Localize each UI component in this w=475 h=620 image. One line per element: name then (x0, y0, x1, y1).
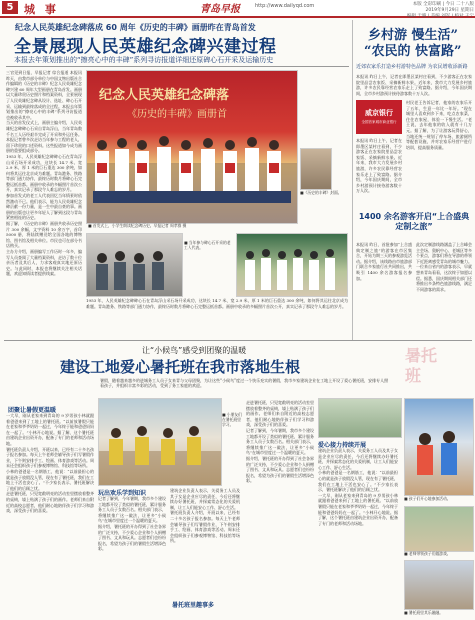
feature-photo-3 (404, 398, 474, 496)
side-column-body-left: 本报讯 昨日上午，记者在即墨区某村庄看到，不少游客正在农家院里品尝农家饭、采摘新鲜水果。近年来，我市大力发展乡村旅游，许多农民靠经营农家乐走上了致富路。据介绍，今年国庆期间，全市乡村游预计接待游客数十万人次。 (356, 138, 402, 194)
divider (4, 340, 472, 341)
photo-caption: ■ 当年参与碑心石开采的老工人代表。 (184, 240, 231, 250)
group-photo (236, 233, 348, 297)
page-number: 5 (2, 1, 18, 14)
section-heading: 团聚让暑假更温暖 (8, 407, 57, 414)
workers-photo (86, 233, 183, 297)
lead-deck: 本报去年策划推出的“擦亮心中的丰碑”系列寻访报道详细还原碑心石开采及运输历史 (14, 56, 274, 64)
lead-photo-main (86, 70, 298, 224)
side-column-3: 本报讯 昨日，首批参加“上合盛典定制之旅”的游客在市区集合，开始为期三天的参观游览活动。据介绍，该线路由市旅游部门联合多家旅行社共同推出，共吸引 1400 余名游客报名参加。 (356, 242, 412, 281)
feature-headline: 建设工地爱心暑托班在我市落地生根 (60, 358, 301, 376)
feature-photo-4 (404, 506, 474, 552)
feature-column-2: 记者了解到，今年暑期，我市多个建设工地都开设了类似的暑托班，累计服务务工人员子女数百名。相关部门表示，将继续推广这一做法，让更多“小候鸟”在城市里度过一个温暖的夏天。 据介绍，暑托班的开办得到了社会各界的广泛支持，不少爱心企业和个人捐赠了图书、文具和玩具。志愿者们也纷纷报名，希望为孩子们的暑假生活增添色彩。 (98, 496, 166, 552)
feature-deck: 暑假，随着越来越多的进城务工人员子女来青与父母团聚，为让这些“小候鸟”度过一个快乐充实的暑假，我市多家建筑企业在工地上开设了爱心暑托班，安排专人照看孩子，并组织丰富多彩的活动，受到了务工家庭的欢迎。 (100, 378, 389, 389)
decorative-watermark: 暑托 班 (405, 346, 438, 385)
side-subheadline: 1400 余名游客开启“上合盛典定制之旅” (358, 212, 470, 231)
feature-photo-2 (318, 398, 402, 438)
newspaper-logo: 青岛早报 (200, 4, 240, 15)
section-heading: 爱心接力持续开展 (318, 442, 367, 449)
website-url: http://www.dailyqd.com (255, 3, 315, 9)
photo-caption: ■《历史的丰碑》封面。 (300, 190, 342, 195)
feature-kicker: 让“小候鸟”感受到团聚的温暖 (142, 346, 247, 355)
issue-meta: 本版 全彩印刷 | 今日 二十八版 2019年9月29日 星期日 编辑 于晴 | 美编 刘军 | 校对 王宁 (406, 2, 474, 19)
lead-column-1: 三官见到日报，早报记者 综合报道 本报讯 昨天，由我市部分单位与中国文物出版社合作编辑的《历史的丰碑》纪念人民英雄纪念碑兴建 60 周年大型画册在青岛首发。画册以大量珍贵历史照片和档案资料，全景展现了人民英雄纪念碑从设计、选址、碑心石开采、运输到最终落成的全过程。本报去年策划推出的“擦亮心中的丰碑”系列寻访报道也被收录其中。 当天的首发仪式上，画册主编介绍，人民英雄纪念碑碑心石采自青岛浮山，当年青岛数千名工人历经艰辛完成了开采和外运任务。本报记者曾多次走访当年参与工程的老人，留下珍贵的口述资料。这些报道如今成为画册的重要组成部分。 1953 年，人民英雄纪念碑碑心石在青岛浮山采石场开采成功，这块长 14.7 米、宽 2.9 米、厚 1 米的巨石重达 300 余吨，如何将其运往北京成为难题。青岛港务、铁路等部门通力协作，最终历时数月将碑心石完整运抵首都。画册中收录的多幅照片首次公开，真实记录了那段令人难忘的岁月。 参加首发式的老工人代表回忆当年情景时依然激动不已。他们表示，能为人民英雄纪念碑贡献一份力量，是一生中最自豪的事。画册的出版也让更多年轻人了解到这段与青岛紧密相连的历史。 据了解，《历史的丰碑》画册共收录历史照片 300 余幅，文字资料 10 余万字，首印 5000 册，将陆续赠送给全国各地的博物馆、图书馆及相关单位。市民也可在部分书店购买。 主办方介绍，画册编写工作历时一年多，编写人员查阅了大量档案资料，走访了数十位亲历者及其后人，力求客观真实地还原历史。与此同时，本报也将继续关注相关话题，欢迎知情读者提供线索。 (6, 70, 82, 277)
feature-photo-5 (404, 560, 474, 610)
banner-text-graphic: 《历史的丰碑》画册首 (127, 109, 227, 120)
lead-kicker: 纪念人民英雄纪念碑落成 60 周年《历史的丰碑》画册昨在青岛首发 (15, 23, 256, 32)
feature-photo-1 (98, 398, 222, 486)
side-headline-1: 乡村游 慢生活” (368, 28, 459, 43)
side-column-intro: 本报讯 昨日上午，记者在即墨区某村庄看到，不少游客正在农家院里品尝农家饭、采摘新鲜水果。近年来，我市大力发展乡村旅游，许多农民靠经营农家乐走上了致富路。据介绍，今年国庆期间，全市乡村游预计接待游客数十万人次。 (356, 74, 472, 96)
section-heading: 暑托班里趣事多 (172, 602, 215, 609)
section-heading: 玩出欢乐学到知识 (98, 490, 147, 497)
ceremony-photo-illustration (87, 71, 297, 223)
feature-column-1: 一大早，刚从老家来到青岛的 9 岁男孩小林就跟着爸爸来到了工地上的暑托班。“以前放暑假只能在老家和爷爷奶奶一起过，今年终于能和爸爸妈妈在一起了。”小林开心地说。据了解，这个暑托班由建筑企业出资开办，配备了专门的老师和活动场地。 暑托班负责人介绍，开班以来，已经有二十多名孩子报名参加。每天上午老师会辅导孩子们写暑假作业，下午则安排手工、绘画、体育游戏等活动。周末还会组织孩子们参观博物馆、科技馆等场所。 小林的爸爸是一名钢筋工，他说：“以前最担心的就是孩子放假没人管，现在有了暑托班，我们在工地上干活也安心了。”不少家长表示，暑托班解决了他们的后顾之忧。 走进暑托班，只见宽敞明亮的活动室里摆放着整齐的桌椅，墙上贴满了孩子们的画作。老师们来自附近的高校志愿者，他们耐心地陪伴孩子们学习和游戏，深受孩子们的喜爱。 (6, 413, 94, 514)
photo-caption: ■ 老师带领孩子们做游戏。 (404, 551, 451, 556)
divider (6, 66, 349, 67)
feature-column-4: 走进暑托班，只见宽敞明亮的活动室里摆放着整齐的桌椅，墙上贴满了孩子们的画作。老师们来自附近的高校志愿者，他们耐心地陪伴孩子们学习和游戏，深受孩子们的喜爱。 记者了解到，今年暑期，我市多个建设工地都开设了类似的暑托班，累计服务务工人员子女数百名。相关部门表示，将继续推广这一做法，让更多“小候鸟”在城市里度过一个温暖的夏天。 据介绍，暑托班的开办得到了社会各界的广泛支持，不少爱心企业和个人捐赠了图书、文具和玩具。志愿者们也纷纷报名，希望为孩子们的暑假生活增添色彩。 (246, 400, 314, 484)
lead-column-2: 1953 年，人民英雄纪念碑碑心石在青岛浮山采石场开采成功，这块长 14.7 米、宽 2.9 米、厚 1 米的巨石重达 300 余吨，如何将其运往北京成为难题。青岛港务、铁路等部门通力协作，最终历时数月将碑心石完整运抵首都。画册中收录的多幅照片首次公开，真实记录了那段令人难忘的岁月。 (86, 298, 348, 309)
column-divider (352, 20, 353, 340)
photo-caption: ■ 孩子们开心地参加活动。 (404, 496, 451, 501)
feature-column-5: 建筑企业负责人表示，关爱务工人员及其子女是企业应尽的责任，今后还将继续办好暑托班，并探索常态化的关爱机制，让工人们能安心工作、舒心生活。 小林的爸爸是一名钢筋工，他说：“以前最担心的就是孩子放假没人管，现在有了暑托班，我们在工地上干活也安心了。”不少家长表示，暑托班解决了他们的后顾之忧。 一大早，刚从老家来到青岛的 9 岁男孩小林就跟着爸爸来到了工地上的暑托班。“以前放暑假只能在老家和爷爷奶奶一起过，今年终于能和爸爸妈妈在一起了。”小林开心地说。据了解，这个暑托班由建筑企业出资开办，配备了专门的老师和活动场地。 (318, 448, 398, 526)
photo-caption: ■ 暑托班里其乐融融。 (404, 610, 443, 615)
side-headline-2: “农民的 快富路” (364, 44, 462, 59)
photo-caption: ■ 首发式上，小学生朗读纪念碑历史。早报记者 周孝群 摄 (88, 223, 187, 228)
book-cover-photo (300, 148, 332, 190)
banner-text-graphic: 纪念人民英雄纪念碑落 (99, 88, 230, 103)
lead-headline: 全景展现人民英雄纪念碑兴建过程 (14, 37, 277, 57)
feature-column-3: 建筑企业负责人表示，关爱务工人员及其子女是企业应尽的责任，今后还将继续办好暑托班，并探索常态化的关爱机制，让工人们能安心工作、舒心生活。 暑托班负责人介绍，开班以来，已经有二十多名孩子报名参加。每天上午老师会辅导孩子们写暑假作业，下午则安排手工、绘画、体育游戏等活动。周末还会组织孩子们参观博物馆、科技馆等场所。 (170, 488, 240, 544)
photo-caption: ■ 小朋友们在暑托班里学习。 (222, 412, 242, 427)
bank-ad: 威京银行 全国首家城市商业银行 (356, 100, 402, 134)
side-deck: 近郊农家乐打造乡村游特色品牌 为农民增收添新路 (356, 64, 468, 70)
side-column-body: 村民老王告诉记者，他家的农家乐开了五年，生意一年比一年好。“现在城里人喜欢到乡下来，吃点农家菜，住住农家屋，体验一下慢生活。”老王说，去年他家的收入就有十几万元。据了解，为了让游客玩得舒心，当地还统一规划了停车场、旅游厕所等配套设施，并对农家乐经营户进行培训，提高服务质量。 (406, 100, 472, 150)
section-title: 城 事 (24, 3, 59, 16)
side-column-4: 此次定制游线路涵盖了上合峰会主会场、奥帆中心、老城区等多个景点，游客们将在导游的带领下近距离感受青岛的城市魅力。一位来自省内的游客表示，早就想来青岛看看，这次终于如愿以偿。据悉，国庆期间相关部门还将推出多条特色旅游线路，满足不同游客的需求。 (416, 242, 472, 292)
